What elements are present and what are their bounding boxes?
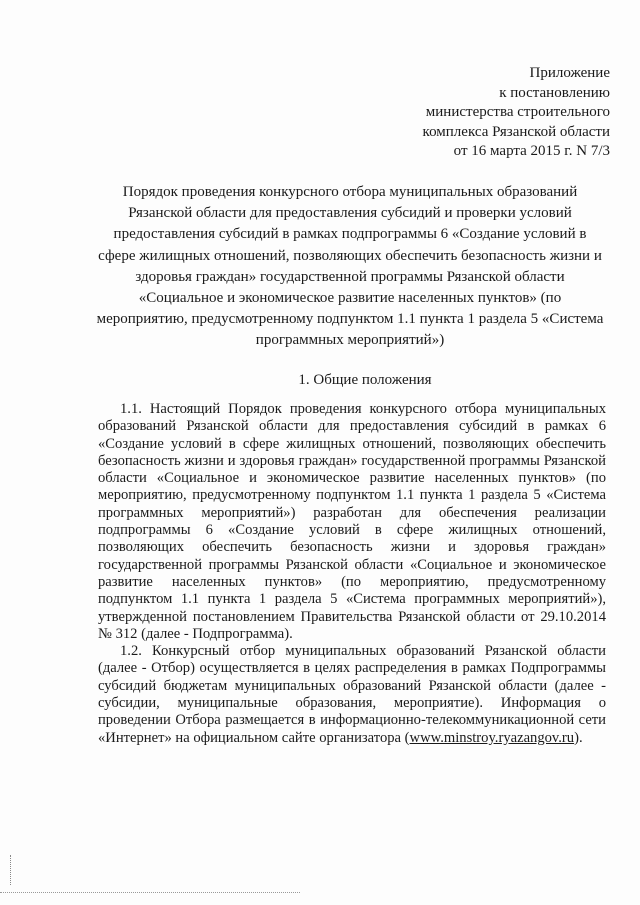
scan-margin-mark [10, 855, 13, 885]
paragraph-1-2-end: ). [574, 729, 583, 746]
section-heading: 1. Общие положения [298, 372, 432, 388]
appendix-line: комплекса Рязанской области [422, 123, 610, 140]
appendix-block [423, 64, 610, 162]
appendix-line: министерства строительного [425, 104, 610, 120]
document-title: Порядок проведения конкурсного отбора муниципальных образований Рязанской области для предоставления субсидий и проверки условий предоставления субсидий в рамках подпрограммы 6 «Создание условий в сфере жилищных отношений, позволяющих обеспечить безопасность жизни и здоровья граждан» государственной программы Рязанской области «Социальное и экономическое развитие населенных пунктов» (по мероприятию, предусмотренному подпунктом 1.1 пункта 1 раздела 5 «Система программных мероприятий») [96, 184, 604, 349]
scan-bottom-rule [0, 892, 300, 893]
paragraph-1-1: 1.1. Настоящий Порядок проведения конкурсного отбора муниципальных образований Рязанской области для предоставления субсидий в рамках 6 «Создание условий в сфере жилищных отношений, позволяющих обеспечить безопасность жизни и здоровья граждан» государственной программы Рязанской области «Социальное и экономическое развитие населенных пунктов» (по мероприятию, предусмотренному подпунктом 1.1 пункта 1 раздела 5 «Система программных мероприятий») разработан для обеспечения реализации подпрограммы 6 «Создание условий в сфере жилищных отношений, позволяющих обеспечить безопасность жизни и здоровья граждан» государственной программы Рязанской области «Социальное и экономическое развитие населенных пунктов» (по мероприятию, предусмотренному подпунктом 1.1 пункта 1 раздела 5 «Система программных мероприятий»), утвержденной постановлением Правительства Рязанской области от 29.10.2014 № 312 (далее - Подпрограмма). [98, 401, 606, 642]
paragraph-1-2 [98, 643, 606, 747]
website-link[interactable]: www.minstroy.ryazangov.ru [409, 729, 575, 746]
appendix-line: от 16 марта 2015 г. N 7/3 [453, 143, 610, 159]
document-body [98, 401, 606, 747]
paragraph-1-2-text: 1.2. Конкурсный отбор муниципальных образований Рязанской области (далее - Отбор) осуществляется в целях распределения в рамках Подпрограммы субсидий бюджетам муниципальных образований Рязанской области (далее - субсидии, муниципальные образования, мероприятие). Информация о проведении Отбора размещается в информационно-телекоммуникационной сети «Интернет» на официальном сайте организатора ( [98, 643, 606, 746]
appendix-line: Приложение [529, 65, 610, 81]
appendix-line: к постановлению [499, 84, 610, 101]
